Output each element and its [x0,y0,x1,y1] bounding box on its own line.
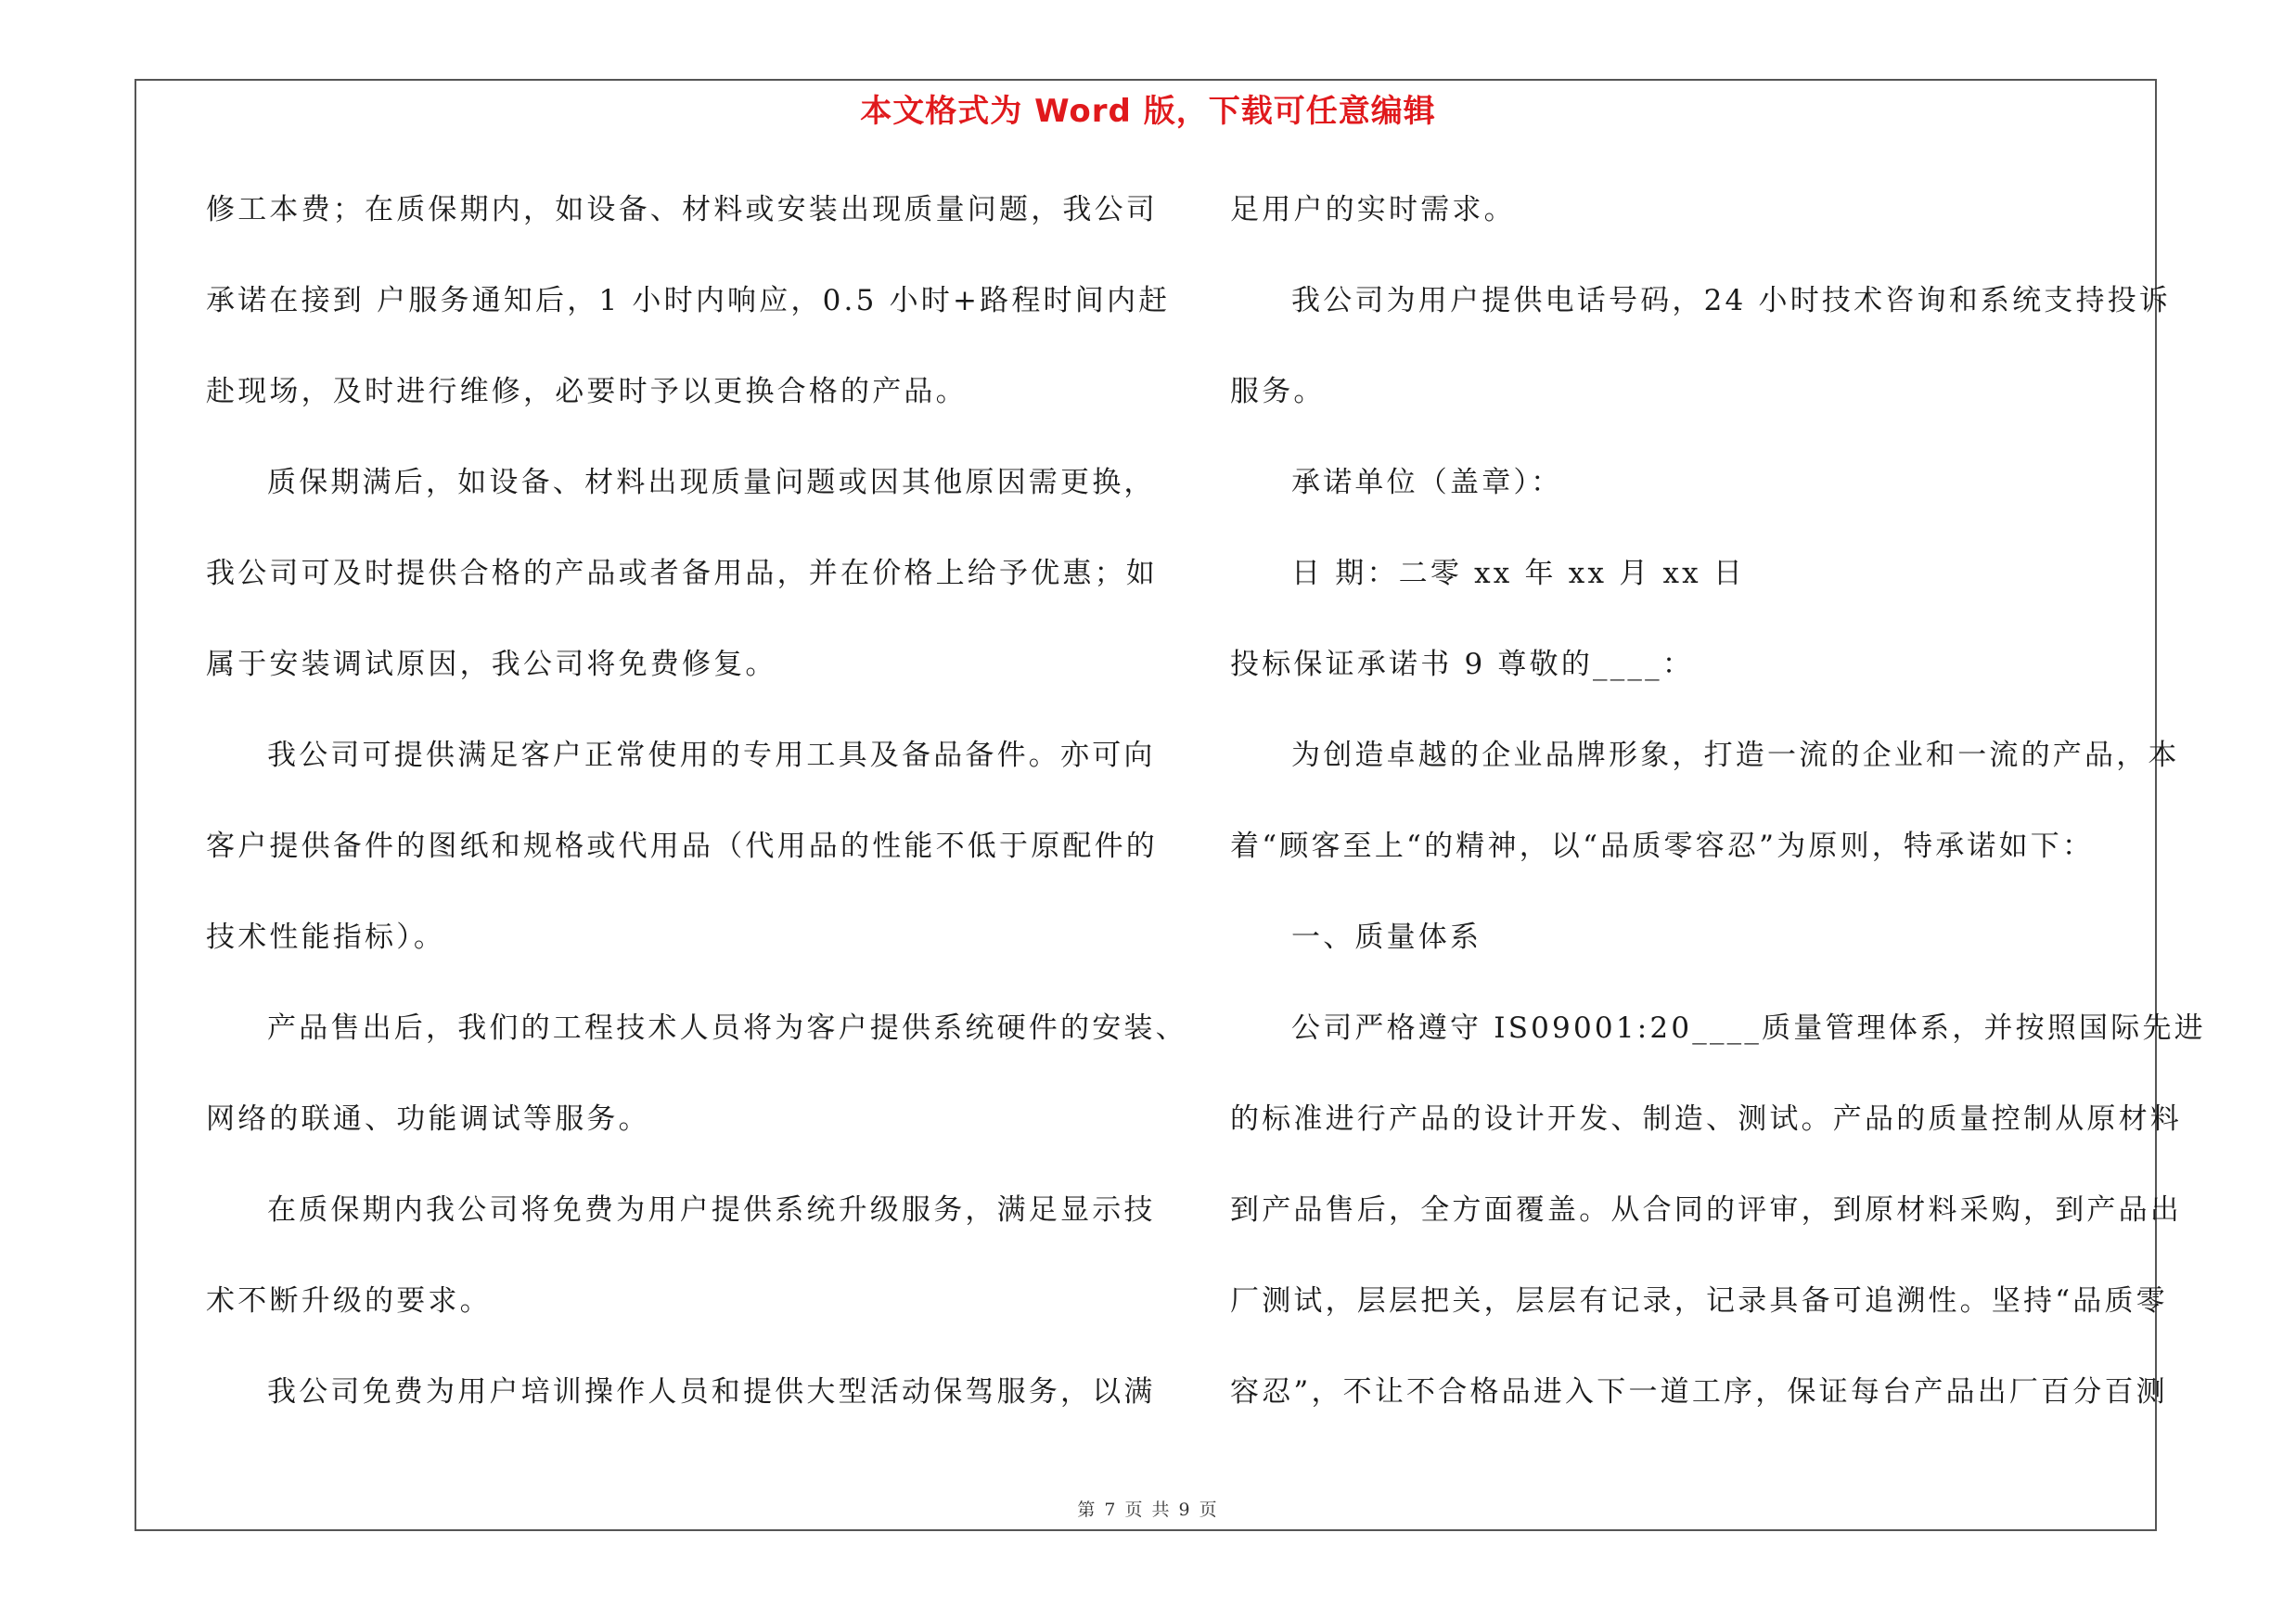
text-line: 日 期：二零 xx 年 xx 月 xx 日 [1291,557,1746,590]
text-line: 服务。 [1230,375,1326,408]
text-line: 到产品售后，全方面覆盖。从合同的评审，到原材料采购，到产品出 [1230,1193,2182,1227]
text-line: 的标准进行产品的设计开发、制造、测试。产品的质量控制从原材料 [1230,1102,2182,1136]
text-line: 我公司免费为用户培训操作人员和提供大型活动保驾服务，以满 [267,1375,1156,1409]
section-heading: 一、质量体系 [1291,921,1482,954]
text-line: 着“顾客至上“的精神，以“品质零容忍”为原则，特承诺如下： [1230,830,2095,863]
text-line: 为创造卓越的企业品牌形象，打造一流的企业和一流的产品，本 [1291,739,2180,772]
text-line: 公司严格遵守 IS09001:20____质量管理体系，并按照国际先进 [1291,1011,2206,1045]
page-number: 第 7 页 共 9 页 [1077,1500,1219,1520]
text-line: 我公司可提供满足客户正常使用的专用工具及备品备件。亦可向 [267,739,1156,772]
text-line: 质保期满后，如设备、材料出现质量问题或因其他原因需更换， [267,466,1156,499]
text-line: 我公司为用户提供电话号码，24 小时技术咨询和系统支持投诉 [1291,284,2172,317]
text-line: 承诺在接到 户服务通知后，1 小时内响应，0.5 小时+路程时间内赶 [206,284,1171,317]
text-line: 客户提供备件的图纸和规格或代用品（代用品的性能不低于原配件的 [206,830,1158,863]
text-line: 技术性能指标）。 [206,921,446,954]
format-banner: 本文格式为 Word 版，下载可任意编辑 [860,93,1436,130]
text-line: 修工本费；在质保期内，如设备、材料或安装出现质量问题，我公司 [206,193,1158,226]
text-line: 厂测试，层层把关，层层有记录，记录具备可追溯性。坚持“品质零 [1230,1284,2168,1318]
text-line: 网络的联通、功能调试等服务。 [206,1102,650,1136]
text-line: 在质保期内我公司将免费为用户提供系统升级服务，满足显示技 [267,1193,1156,1227]
right-column [1230,184,2206,1457]
text-line: 产品售出后，我们的工程技术人员将为客户提供系统硬件的安装、 [267,1011,1187,1045]
text-line: 赴现场，及时进行维修，必要时予以更换合格的产品。 [206,375,968,408]
text-line: 我公司可及时提供合格的产品或者备用品，并在价格上给予优惠；如 [206,557,1158,590]
left-column [206,184,1187,1457]
text-line: 足用户的实时需求。 [1230,193,1516,226]
text-line: 容忍”，不让不合格品进入下一道工序，保证每台产品出厂百分百测 [1230,1375,2168,1409]
text-line: 术不断升级的要求。 [206,1284,492,1318]
text-line: 投标保证承诺书 9 尊敬的____： [1230,648,1695,681]
text-line: 承诺单位（盖章）： [1291,466,1563,499]
text-line: 属于安装调试原因，我公司将免费修复。 [206,648,777,681]
